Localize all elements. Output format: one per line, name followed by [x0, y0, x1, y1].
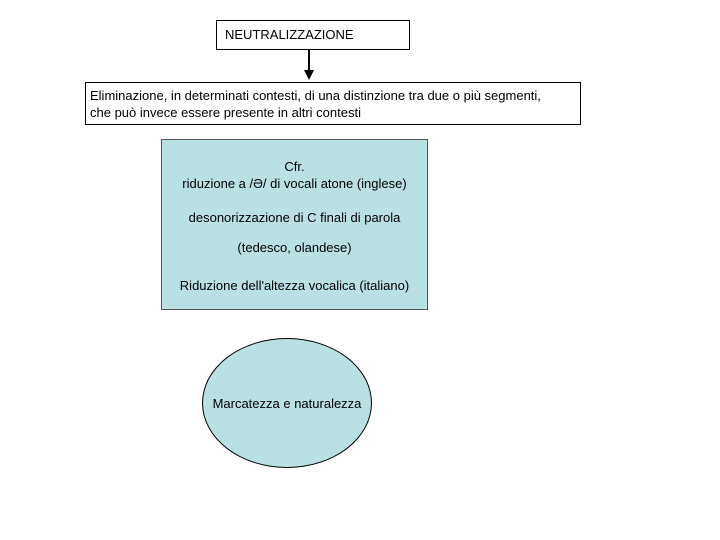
example-english: riduzione a /Ə/ di vocali atone (inglese) — [182, 176, 407, 191]
examples-heading: Cfr. — [284, 159, 305, 174]
example-italian: Riduzione dell'altezza vocalica (italiano) — [179, 278, 410, 293]
example-languages: (tedesco, olandese) — [237, 240, 352, 255]
related-topic-label: Marcatezza e naturalezza — [212, 396, 362, 411]
definition-box — [85, 82, 581, 125]
examples-box — [161, 139, 428, 310]
example-devoicing: desonorizzazione di C finali di parola — [188, 210, 401, 225]
definition-line-1: Eliminazione, in determinati contesti, di una distinzione tra due o più segmenti, — [90, 88, 541, 103]
definition-line-2: che può invece essere presente in altri contesti — [90, 105, 361, 120]
title-box — [216, 20, 410, 50]
related-topic-ellipse — [202, 338, 372, 468]
diagram-title: NEUTRALIZZAZIONE — [225, 27, 354, 42]
